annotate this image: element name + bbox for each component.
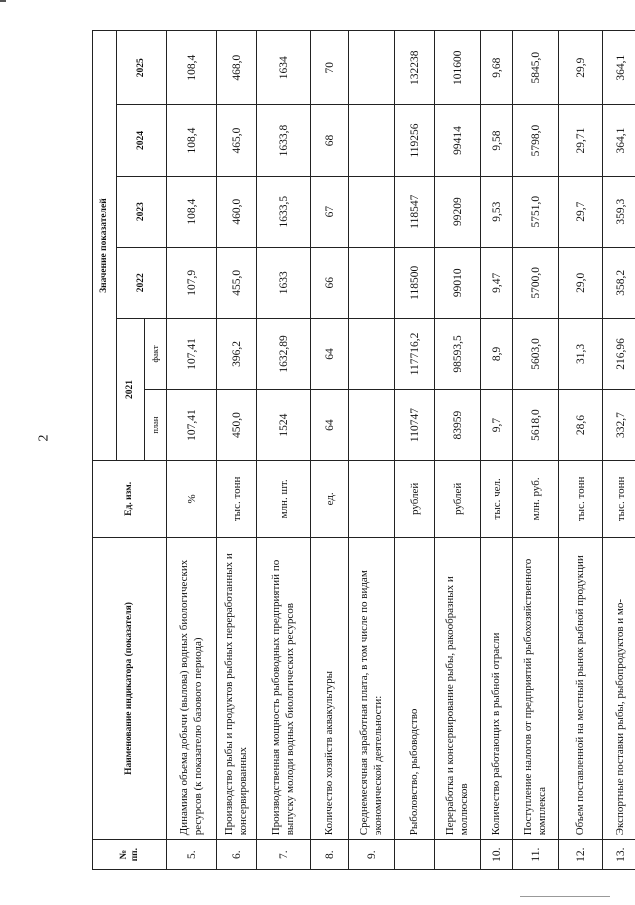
row-name: Переработка и консервирование рыбы, ракообразных и моллюсков	[435, 537, 481, 840]
table-row	[395, 31, 435, 870]
header-name: Наименование индикатора (показателя)	[93, 537, 167, 840]
row-2021-plan: 1524	[257, 390, 311, 461]
row-2023: 5751,0	[513, 176, 559, 247]
row-2024: 9,58	[481, 105, 513, 176]
header-year-2024: 2024	[117, 105, 167, 176]
table-row	[349, 31, 395, 870]
row-2025	[349, 31, 395, 105]
row-name: Динамика объема добычи (вылова) водных биологических ресурсов (к показателю базового периода)	[167, 537, 217, 840]
row-2023: 29,7	[559, 176, 603, 247]
table-rotation-frame	[92, 30, 627, 870]
row-unit: тыс. тонн	[217, 461, 257, 537]
row-2021-plan	[349, 390, 395, 461]
row-unit: тыс. чел.	[481, 461, 513, 537]
row-unit: тыс. тонн	[603, 461, 635, 537]
row-2021-fact: 107,41	[167, 318, 217, 389]
row-2021-fact: 1632,89	[257, 318, 311, 389]
row-name: Производственная мощность рыбоводных предприятий по выпуску молоди водных биологических ресурсов	[257, 537, 311, 840]
row-num: 8.	[311, 840, 349, 870]
row-name: Количество работающих в рыбной отрасли	[481, 537, 513, 840]
header-year-2021: 2021	[117, 318, 145, 460]
row-2022: 66	[311, 247, 349, 318]
table-body	[167, 31, 635, 870]
scan-artifact	[520, 896, 610, 897]
row-name: Количество хозяйств аквакультуры	[311, 537, 349, 840]
header-unit: Ед. изм.	[93, 461, 167, 537]
row-unit: ед.	[311, 461, 349, 537]
header-year-2022: 2022	[117, 247, 167, 318]
row-2024	[349, 105, 395, 176]
row-2025: 5845,0	[513, 31, 559, 105]
row-2023: 460,0	[217, 176, 257, 247]
row-num: 13.	[603, 840, 635, 870]
row-2022	[349, 247, 395, 318]
rotated-table-container	[92, 30, 627, 870]
row-unit	[349, 461, 395, 537]
row-2023: 108,4	[167, 176, 217, 247]
row-2022: 1633	[257, 247, 311, 318]
header-values-group: Значение показателей	[93, 31, 117, 461]
row-num: 6.	[217, 840, 257, 870]
row-2025: 108,4	[167, 31, 217, 105]
row-2022: 118500	[395, 247, 435, 318]
row-num: 9.	[349, 840, 395, 870]
row-2021-fact: 31,3	[559, 318, 603, 389]
table-row	[435, 31, 481, 870]
row-2022: 29,0	[559, 247, 603, 318]
table-row	[559, 31, 603, 870]
row-2021-fact: 117716,2	[395, 318, 435, 389]
indicators-table	[92, 30, 635, 870]
row-name: Экспортные поставки рыбы, рыбопродуктов и мо-	[603, 537, 635, 840]
row-2021-fact: 396,2	[217, 318, 257, 389]
row-2022: 9,47	[481, 247, 513, 318]
row-2022: 107,9	[167, 247, 217, 318]
row-2025: 364,1	[603, 31, 635, 105]
header-year-2023: 2023	[117, 176, 167, 247]
row-unit: млн. шт.	[257, 461, 311, 537]
page-number: 2	[36, 434, 52, 442]
row-2024: 68	[311, 105, 349, 176]
header-plan: план	[145, 390, 167, 461]
row-2021-fact: 64	[311, 318, 349, 389]
row-2022: 358,2	[603, 247, 635, 318]
row-2024: 108,4	[167, 105, 217, 176]
row-2024: 99414	[435, 105, 481, 176]
table-row	[513, 31, 559, 870]
table-row	[311, 31, 349, 870]
row-2025: 132238	[395, 31, 435, 105]
table-row	[603, 31, 635, 870]
row-2023: 67	[311, 176, 349, 247]
row-2021-plan: 110747	[395, 390, 435, 461]
header-num: № пп.	[93, 840, 167, 870]
row-2021-plan: 83959	[435, 390, 481, 461]
row-unit: %	[167, 461, 217, 537]
row-2023: 9,53	[481, 176, 513, 247]
row-2023	[349, 176, 395, 247]
row-unit: тыс. тонн	[559, 461, 603, 537]
row-name: Объем поставленной на местный рынок рыбной продукции	[559, 537, 603, 840]
row-unit: млн. руб.	[513, 461, 559, 537]
row-name: Среднемесячная заработная плата, в том числе по видам экономической деятельности:	[349, 537, 395, 840]
row-name: Рыболовство, рыбоводство	[395, 537, 435, 840]
table-row	[217, 31, 257, 870]
row-num	[395, 840, 435, 870]
row-unit: рублей	[395, 461, 435, 537]
row-2021-fact: 216,96	[603, 318, 635, 389]
row-unit: рублей	[435, 461, 481, 537]
row-2021-plan: 64	[311, 390, 349, 461]
row-num: 10.	[481, 840, 513, 870]
header-fact: факт	[145, 318, 167, 389]
row-2021-plan: 5618,0	[513, 390, 559, 461]
row-2021-fact	[349, 318, 395, 389]
row-2025: 468,0	[217, 31, 257, 105]
row-num: 11.	[513, 840, 559, 870]
table-row	[167, 31, 217, 870]
row-2024: 465,0	[217, 105, 257, 176]
row-2023: 1633,5	[257, 176, 311, 247]
header-year-2025: 2025	[117, 31, 167, 105]
scan-artifact	[0, 0, 6, 2]
row-2021-fact: 98593,5	[435, 318, 481, 389]
table-row	[257, 31, 311, 870]
row-name: Поступление налогов от предприятий рыбохозяйственного комплекса	[513, 537, 559, 840]
row-2024: 29,71	[559, 105, 603, 176]
row-2024: 119256	[395, 105, 435, 176]
row-2021-plan: 107,41	[167, 390, 217, 461]
row-num	[435, 840, 481, 870]
row-2025: 101600	[435, 31, 481, 105]
row-2025: 9,68	[481, 31, 513, 105]
row-2023: 118547	[395, 176, 435, 247]
row-2024: 364,1	[603, 105, 635, 176]
row-2021-plan: 450,0	[217, 390, 257, 461]
row-2025: 1634	[257, 31, 311, 105]
row-num: 12.	[559, 840, 603, 870]
row-2023: 359,3	[603, 176, 635, 247]
row-2022: 5700,0	[513, 247, 559, 318]
row-num: 5.	[167, 840, 217, 870]
row-name: Производство рыбы и продуктов рыбных переработанных и консервированных	[217, 537, 257, 840]
row-2022: 455,0	[217, 247, 257, 318]
row-2022: 99010	[435, 247, 481, 318]
table-row	[481, 31, 513, 870]
row-2024: 5798,0	[513, 105, 559, 176]
row-2021-plan: 9,7	[481, 390, 513, 461]
row-2025: 70	[311, 31, 349, 105]
row-num: 7.	[257, 840, 311, 870]
row-2025: 29,9	[559, 31, 603, 105]
row-2023: 99209	[435, 176, 481, 247]
row-2021-plan: 332,7	[603, 390, 635, 461]
row-2021-fact: 5603,0	[513, 318, 559, 389]
row-2021-plan: 28,6	[559, 390, 603, 461]
row-2024: 1633,8	[257, 105, 311, 176]
row-2021-fact: 8,9	[481, 318, 513, 389]
